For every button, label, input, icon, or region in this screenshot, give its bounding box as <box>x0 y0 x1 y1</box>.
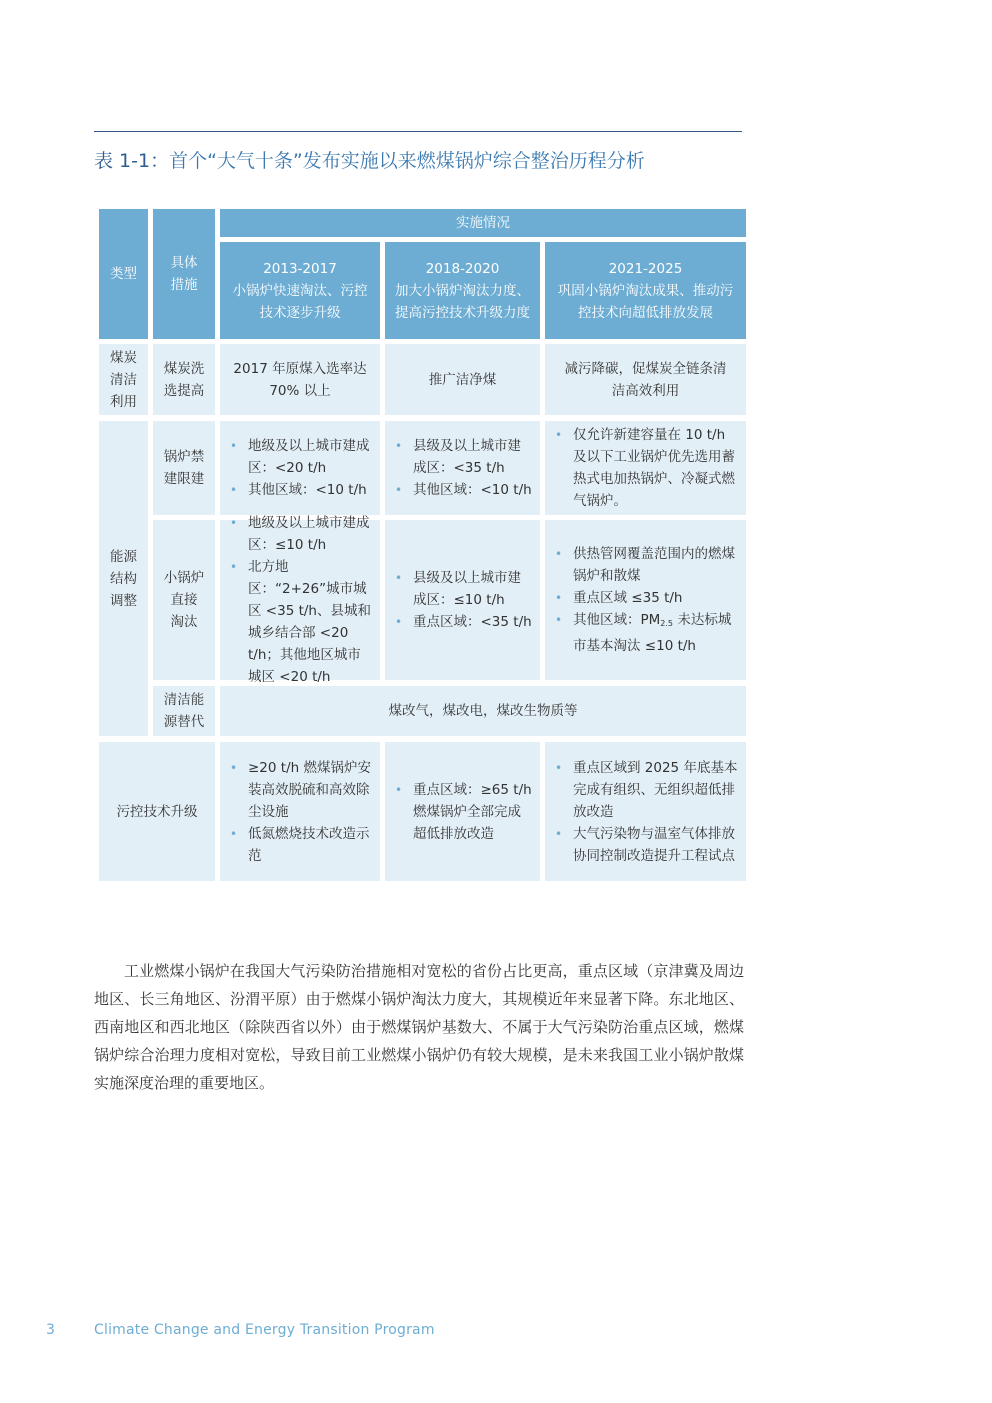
header-period-1 <box>220 242 380 339</box>
row-pollution-p1 <box>220 742 380 881</box>
row-coal-measure: 煤炭洗 选提高 <box>153 344 215 415</box>
list-item: • 重点区域 ≤35 t/h <box>555 587 738 609</box>
caption-title: 首个“大气十条”发布实施以来燃煤锅炉综合整治历程分析 <box>169 150 645 172</box>
period-2-years: 2018-2020 <box>425 260 500 277</box>
top-rule <box>94 131 742 132</box>
period-1-years: 2013-2017 <box>263 260 337 277</box>
list-item: • 仅允许新建容量在 10 t/h 及以下工业锅炉优先选用蓄热式电加热锅炉、冷凝式燃气锅炉。 <box>555 424 738 512</box>
header-measure: 具体 措施 <box>153 209 215 339</box>
row-ban-p3 <box>545 421 746 515</box>
list-item: • 供热管网覆盖范围内的燃煤锅炉和散煤 <box>555 543 738 587</box>
row-pollution-p2 <box>385 742 540 881</box>
list-item: • 地级及以上城市建成区：<20 t/h <box>230 435 372 479</box>
row-small-p3 <box>545 520 746 680</box>
footer-program: Climate Change and Energy Transition Program <box>94 1322 435 1338</box>
row-pollution-type: 污控技术升级 <box>99 742 215 881</box>
pm-subscript: 2.5 <box>660 619 674 628</box>
period-3-desc: 巩固小锅炉淘汰成果、推动污控技术向超低排放发展 <box>557 282 734 321</box>
list-item: • 县级及以上城市建成区：≤10 t/h <box>395 567 532 611</box>
caption-number: 表 1-1： <box>94 150 170 172</box>
list-item: • 地级及以上城市建成区：≤10 t/h <box>230 512 372 556</box>
pm-text-b: 未达标城市基本淘汰 ≤10 t/h <box>573 612 732 654</box>
header-type: 类型 <box>99 209 148 339</box>
list-item: • 大气污染物与温室气体排放协同控制改造提升工程试点 <box>555 823 738 867</box>
row-clean-measure: 清洁能 源替代 <box>153 686 215 736</box>
row-small-p1 <box>220 515 380 685</box>
list-item <box>555 609 738 657</box>
list-item: • 县级及以上城市建成区：<35 t/h <box>395 435 532 479</box>
body-paragraph: 工业燃煤小锅炉在我国大气污染防治措施相对宽松的省份占比更高，重点区域（京津冀及周边地区、长三角地区、汾渭平原）由于燃煤小锅炉淘汰力度大，其规模近年来显著下降。东北地区、西南地区和西北地区（除陕西省以外）由于燃煤锅炉基数大、不属于大气污染防治重点区域，燃煤锅炉综合治理力度相对宽松，导致目前工业燃煤小锅炉仍有较大规模，是未来我国工业小锅炉散煤实施深度治理的重要地区。 <box>94 962 744 1092</box>
row-small-p2 <box>385 520 540 680</box>
period-3-years: 2021-2025 <box>608 260 683 277</box>
row-coal-p1: 2017 年原煤入选率达 70% 以上 <box>220 344 380 415</box>
list-item: • 低氮燃烧技术改造示范 <box>230 823 372 867</box>
list-item: • 重点区域：≥65 t/h 燃煤锅炉全部完成超低排放改造 <box>395 779 532 845</box>
row-coal-type: 煤炭 清洁 利用 <box>99 344 148 415</box>
header-status: 实施情况 <box>220 209 746 237</box>
row-ban-measure: 锅炉禁 建限建 <box>153 421 215 515</box>
header-period-2 <box>385 242 540 339</box>
row-clean-all: 煤改气，煤改电，煤改生物质等 <box>220 686 746 736</box>
row-energy-type: 能源 结构 调整 <box>99 421 148 736</box>
list-item: • ≥20 t/h 燃煤锅炉安装高效脱硫和高效除尘设施 <box>230 757 372 823</box>
row-ban-p1 <box>220 421 380 515</box>
list-item: • 其他区域：<10 t/h <box>230 479 372 501</box>
row-coal-p3: 减污降碳，促煤炭全链条清 洁高效利用 <box>545 344 746 415</box>
page-number: 3 <box>46 1322 55 1338</box>
row-ban-p2 <box>385 421 540 515</box>
list-item: • 其他区域：<10 t/h <box>395 479 532 501</box>
period-2-desc: 加大小锅炉淘汰力度、提高污控技术升级力度 <box>395 282 530 321</box>
list-item: • 北方地区：“2+26”城市城区 <35 t/h、县城和城乡结合部 <20 t/h；其他地区城市城区 <20 t/h <box>230 556 372 688</box>
row-coal-p2: 推广洁净煤 <box>385 344 540 415</box>
table-caption <box>94 146 645 173</box>
row-pollution-p3 <box>545 742 746 881</box>
pm-text-a: 其他区域：PM <box>573 612 661 628</box>
period-1-desc: 小锅炉快速淘汰、污控技术逐步升级 <box>232 282 368 321</box>
row-small-measure: 小锅炉 直接 淘汰 <box>153 520 215 680</box>
header-period-3 <box>545 242 746 339</box>
list-item: • 重点区域：<35 t/h <box>395 611 532 633</box>
list-item: • 重点区域到 2025 年底基本完成有组织、无组织超低排放改造 <box>555 757 738 823</box>
